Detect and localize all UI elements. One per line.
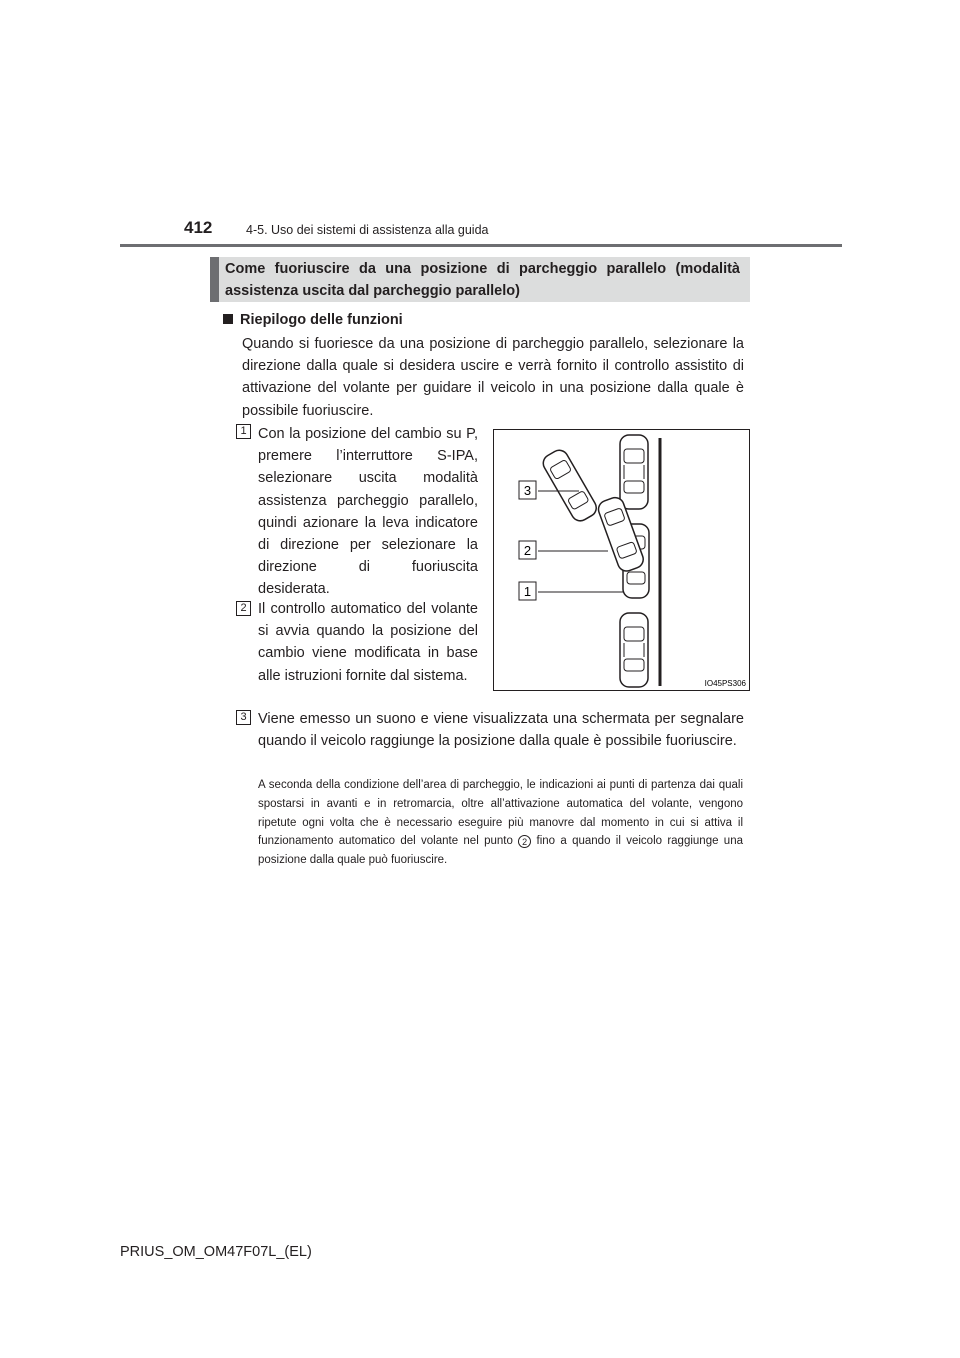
note-paragraph [258,776,743,870]
header-rule [120,244,842,247]
callout-2-label: 2 [523,543,532,558]
topic-banner [210,257,750,302]
note-text-after: fino a quando il veicolo raggiunge una posizione dalla quale può fuoriuscire. [258,835,743,867]
vehicle-position-3 [540,447,600,524]
note-step-ref: 2 [518,835,531,848]
step-1-text: Con la posizione del cambio su P, premere l’interruttore S-IPA, selezionare uscita modalità assistenza parcheggio parallelo, quindi azionare la leva indicatore di direzione per selezionare la direzione di fuoriuscita desiderata. [258,426,478,598]
page-number: 412 [184,218,213,237]
parked-car-front [620,435,648,509]
footer-code: PRIUS_OM_OM47F07L_(EL) [120,1244,312,1260]
note-text-before: A seconda della condizione dell’area di parcheggio, le indicazioni ai punti di partenza dai quali spostarsi in avanti e in retromarcia, oltre all’attivazione automatica del volante, vengono ripetute ogni volta che è necessario eseguire più manovre dal momento in cui si attiva il funzionamento automatico del volante nel punto [258,779,743,848]
callout-3-label: 3 [523,483,532,498]
callout-1-label: 1 [523,584,532,599]
section-title: 4-5. Uso dei sistemi di assistenza alla guida [246,223,489,237]
subheading-text: Riepilogo delle funzioni [240,312,403,328]
step-2-text: Il controllo automatico del volante si avvia quando la posizione del cambio viene modificata in base alle istruzioni fornite dal sistema. [258,601,478,684]
parked-car-rear [620,613,648,687]
step-2-number: 2 [236,601,251,616]
step-1-number: 1 [236,424,251,439]
parking-diagram [493,429,750,691]
parking-illustration [494,430,749,690]
banner-line-2: assistenza uscita dal parcheggio parallelo) [225,283,520,299]
square-bullet-icon [223,314,233,324]
step-3-number: 3 [236,710,251,725]
subheading [223,312,403,328]
banner-line-1: Come fuoriuscire da una posizione di parcheggio parallelo (modalità [225,261,740,277]
step-3-text: Viene emesso un suono e viene visualizzata una schermata per segnalare quando il veicolo raggiunge la posizione dalla quale è possibile fuoriuscire. [258,711,744,750]
figure-code: IO45PS306 [704,679,746,688]
intro-paragraph: Quando si fuoriesce da una posizione di parcheggio parallelo, selezionare la direzione dalla quale si desidera uscire e verrà fornito il controllo assistito di attivazione del volante per guidare il veicolo in una posizione dalla quale è possibile fuoriuscire. [242,336,744,419]
